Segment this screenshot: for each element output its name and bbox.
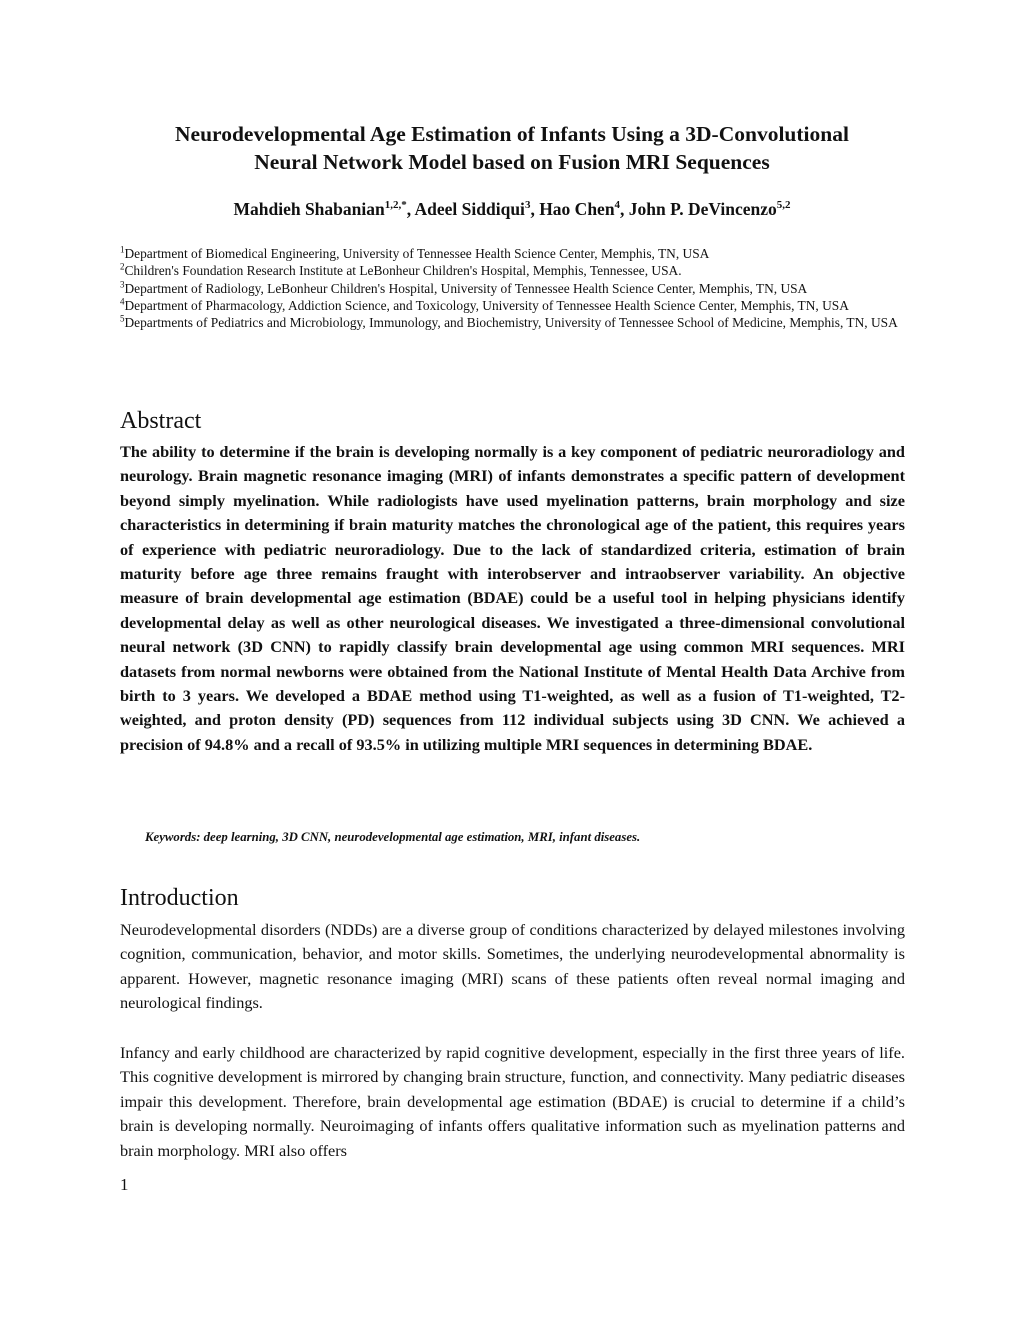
- author-list: [100, 197, 924, 221]
- affiliation-item: [120, 297, 906, 314]
- page-number: 1: [120, 1175, 129, 1194]
- affiliation-item: [120, 280, 906, 297]
- affiliation-text: Department of Radiology, LeBonheur Children's Hospital, University of Tennessee Health Science Center, Memphis, TN, USA: [124, 280, 808, 296]
- affiliation-marker: 1: [120, 244, 125, 255]
- introduction-paragraph-2: Infancy and early childhood are characterized by rapid cognitive development, especially in the first three years of life. This cognitive development is mirrored by changing brain structure, function, and connectivity. Many pediatric diseases impair this development. Therefore, brain developmental age estimation (BDAE) is crucial to determine if a child’s brain is developing normally. Neuroimaging of infants offers qualitative information such as myelination patterns and brain morphology. MRI also offers: [120, 1043, 905, 1160]
- affiliation-marker: 3: [120, 279, 125, 290]
- keywords: Keywords: deep learning, 3D CNN, neurodevelopmental age estimation, MRI, infant diseases.: [145, 830, 641, 844]
- author-separator: ,: [530, 199, 540, 219]
- abstract-body: The ability to determine if the brain is developing normally is a key component of pediatric neuroradiology and neurology. Brain magnetic resonance imaging (MRI) of infants demonstrates a specific pattern of development beyond simply myelination. While radiologists have used myelination patterns, brain morphology and size characteristics in determining if brain maturity matches the chronological age of the patient, this requires years of experience with pediatric neuroradiology. Due to the lack of standardized criteria, estimation of brain maturity before age three remains fraught with interobserver and intraobserver variability. An objective measure of brain developmental age estimation (BDAE) could be a useful tool in helping physicians identify developmental delay as well as other neurological diseases. We investigated a three-dimensional convolutional neural network (3D CNN) to rapidly classify brain developmental age using common MRI sequences. MRI datasets from normal newborns were obtained from the National Institute of Mental Health Data Archive from birth to 3 years. We developed a BDAE method using T1-weighted, as well as a fusion of T1-weighted, T2-weighted, and proton density (PD) sequences from 112 individual subjects using 3D CNN. We achieved a precision of 94.8% and a recall of 93.5% in utilizing multiple MRI sequences in determining BDAE.: [120, 442, 905, 754]
- author-name: Adeel Siddiqui: [414, 199, 525, 219]
- affiliation-item: [120, 262, 906, 279]
- author-name: Mahdieh Shabanian: [233, 199, 385, 219]
- affiliation-text: Children's Foundation Research Institute at LeBonheur Children's Hospital, Memphis, Tennessee, USA.: [124, 263, 682, 279]
- author-affiliation-marker: 1,2,*: [384, 199, 407, 212]
- author-affiliation-marker: 4: [614, 199, 621, 212]
- affiliation-marker: 2: [120, 261, 125, 272]
- affiliation-text: Department of Biomedical Engineering, University of Tennessee Health Science Center, Memphis, TN, USA: [124, 246, 710, 261]
- affiliation-marker: 5: [120, 313, 125, 324]
- author-affiliation-marker: 3: [524, 199, 531, 212]
- author-name: John P. DeVincenzo: [628, 199, 777, 219]
- author-name: Hao Chen: [539, 199, 615, 219]
- author-separator: ,: [620, 199, 629, 219]
- affiliation-marker: 4: [120, 296, 125, 307]
- author-affiliation-marker: 5,2: [776, 199, 791, 212]
- introduction-heading: Introduction: [120, 885, 239, 911]
- author-separator: ,: [406, 199, 415, 219]
- abstract-heading: Abstract: [120, 408, 202, 434]
- introduction-paragraph-1: Neurodevelopmental disorders (NDDs) are a diverse group of conditions characterized by delayed milestones involving cognition, communication, behavior, and motor skills. Sometimes, the underlying neurodevelopmental abnormality is apparent. However, magnetic resonance imaging (MRI) scans of these patients often reveal normal imaging and neurological findings.: [120, 920, 905, 1013]
- paper-title: [100, 120, 924, 176]
- affiliation-list: [120, 245, 906, 331]
- title-line-2: Neural Network Model based on Fusion MRI Sequences: [254, 150, 770, 174]
- affiliation-item: [120, 314, 906, 331]
- affiliation-text: Department of Pharmacology, Addiction Science, and Toxicology, University of Tennessee Health Science Center, Memphis, TN, USA: [124, 297, 849, 313]
- title-line-1: Neurodevelopmental Age Estimation of Infants Using a 3D-Convolutional: [175, 122, 849, 146]
- affiliation-item: [120, 245, 906, 262]
- affiliation-text: Departments of Pediatrics and Microbiology, Immunology, and Biochemistry, University of Tennessee School of Medicine, Memphis, TN, USA: [124, 315, 898, 331]
